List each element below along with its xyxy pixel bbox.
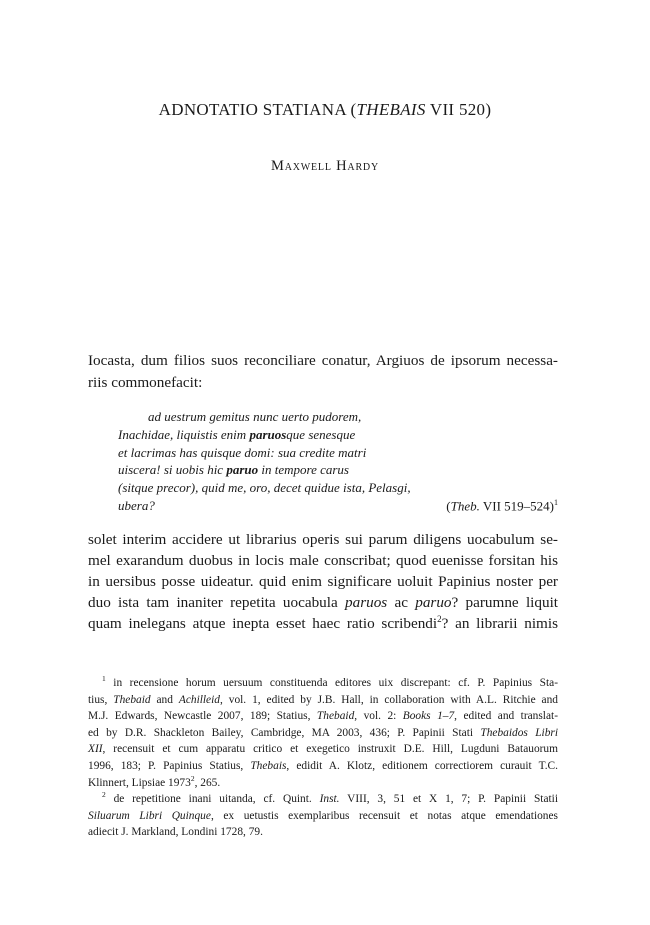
footnote-1: $^1$ in recensione horum uersuum constituenda editores uix discrepant: cf. P. Papinius Sta- [102, 674, 558, 689]
footnote-mark: 2 [102, 790, 106, 800]
intro-line: riis commonefacit: [88, 374, 203, 391]
intro-line: Iocasta, dum filios suos reconciliare conatur, Argiuos de ipsorum necessa- [88, 352, 558, 369]
title-prefix: ADNOTATIO STATIANA ( [158, 100, 357, 119]
body-line: quam inelegans atque inepta esset haec ratio scribendi$^2$? an librarii nimis [88, 613, 558, 632]
intro-paragraph [88, 350, 558, 394]
title-suffix: VII 520) [425, 100, 492, 119]
verse-quotation [118, 408, 558, 515]
footnote-ref[interactable]: 2 [437, 613, 442, 624]
footnote-line: tius, Thebaid and Achilleid, vol. 1, edited by J.B. Hall, in collaboration with A.L. Ritchie and [88, 693, 558, 706]
verse-line: (sitque precor), quid me, oro, decet quidue ista, Pelasgi, [118, 480, 411, 496]
title-italic: THEBAIS [356, 100, 426, 119]
footnote-mark: 1 [102, 674, 106, 684]
article-title [0, 100, 650, 120]
footnote-line: ed by D.R. Shackleton Bailey, Cambridge, MA 2003, 436; P. Papinii Stati Thebaidos Libri [88, 726, 558, 739]
verse-line: ubera? [118, 497, 155, 513]
body-line: duo ista tam inaniter repetita uocabula paruos ac paruo? parumne liquit [88, 594, 559, 611]
footnote-line: XII, recensuit et cum apparatu critico et exegetico instruxit D.E. Hill, Lugduni Batauorum [88, 743, 558, 756]
footnote-line: Klinnert, Lipsiae 1973$^2$, 265. [88, 773, 221, 789]
footnote-line: Siluarum Libri Quinque, ex uetustis exemplaribus recensuit et notas atque emendationes [88, 809, 558, 822]
body-line: in uersibus posse uideatur. quid enim significare uoluit Papinius noster per [88, 573, 558, 590]
emphasis-word: paruo [226, 462, 259, 478]
body-line: mel exarandum duobus in locis male conscribat; quod euenisse forsitan his [88, 552, 558, 569]
body-line: solet interim accidere ut librarius operis sui parum diligens uocabulum se- [88, 531, 558, 548]
verse-line: uiscera! si uobis hic paruo in tempore carus [118, 462, 349, 478]
body-paragraph [88, 529, 558, 634]
footnote-line: M.J. Edwards, Newcastle 2007, 189; Statius, Thebaid, vol. 2: Books 1–7, edited and translat- [88, 710, 558, 723]
footnote-line: adiecit J. Markland, Londini 1728, 79. [88, 826, 263, 839]
footnote-2: $^2$ de repetitione inani uitanda, cf. Quint. Inst. VIII, 3, 51 et X 1, 7; P. Papinii Statii [102, 790, 558, 806]
verse-citation: (Theb. VII 519–524)$^1$ [446, 497, 558, 513]
verse-line: ad uestrum gemitus nunc uerto pudorem, [148, 409, 362, 424]
author-name: Maxwell Hardy [271, 158, 379, 174]
emphasis-word: paruos [249, 426, 287, 442]
footnote-line: 1996, 183; P. Papinius Statius, Thebais, edidit A. Klotz, editionem correctiorem curauit T.C. [88, 759, 558, 772]
verse-line: Inachidae, liquistis enim paruosque senesque [118, 426, 356, 442]
footnotes [88, 675, 558, 841]
footnote-ref[interactable]: 1 [554, 497, 558, 507]
verse-line: et lacrimas has quisque domi: sua credite matri [118, 444, 367, 460]
